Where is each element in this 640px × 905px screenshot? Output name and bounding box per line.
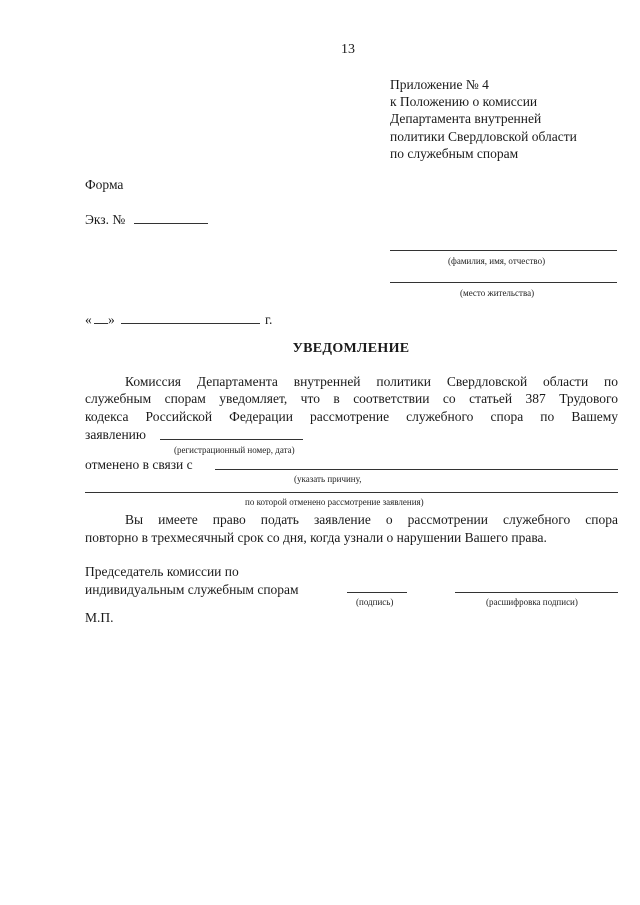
appendix-line: Департамента внутренней <box>390 111 542 126</box>
document-title: УВЕДОМЛЕНИЕ <box>292 341 410 356</box>
body-paragraph-line: повторно в трехмесячный срок со дня, когда узнали о нарушении Вашего права. <box>85 530 547 545</box>
date-year-suffix: г. <box>265 312 273 327</box>
application-caption: (регистрационный номер, дата) <box>174 445 295 455</box>
chair-title-line: Председатель комиссии по <box>85 564 239 579</box>
date-month-field[interactable] <box>121 323 260 324</box>
date-quote-open: « <box>85 312 92 327</box>
appendix-line: Приложение № 4 <box>390 77 489 92</box>
copy-number-field[interactable] <box>134 223 208 224</box>
appendix-line: политики Свердловской области <box>390 129 577 144</box>
signature-decode-field[interactable] <box>455 592 618 593</box>
reason-field-continued[interactable] <box>85 492 618 493</box>
body-paragraph-line: Вы имеете право подать заявление о рассмотрении служебного спора <box>125 512 618 527</box>
copy-label: Экз. № <box>85 212 126 227</box>
signature-caption: (подпись) <box>356 597 394 607</box>
recipient-address-caption: (место жительства) <box>460 288 535 298</box>
signature-field[interactable] <box>347 592 407 593</box>
reason-caption: (указать причину, <box>294 474 362 484</box>
recipient-address-field[interactable] <box>390 282 617 283</box>
application-label: заявлению <box>85 427 146 442</box>
chair-title-line: индивидуальным служебным спорам <box>85 582 299 597</box>
body-paragraph-line: кодекса Российской Федерации рассмотрение служебного спора по Вашему <box>85 409 618 424</box>
page-number: 13 <box>341 42 355 57</box>
reason-caption-continued: по которой отменено рассмотрение заявления) <box>245 497 424 507</box>
stamp-label: М.П. <box>85 610 114 625</box>
appendix-line: к Положению о комиссии <box>390 94 538 109</box>
recipient-name-caption: (фамилия, имя, отчество) <box>448 256 546 266</box>
body-paragraph-line: служебным спорам уведомляет, что в соответствии со статьей 387 Трудового <box>85 391 618 406</box>
application-number-field[interactable] <box>160 439 303 440</box>
date-quote-close: » <box>108 312 115 327</box>
cancelled-label: отменено в связи с <box>85 457 193 472</box>
date-day-field[interactable] <box>94 323 108 324</box>
recipient-name-field[interactable] <box>390 250 617 251</box>
body-paragraph-line: Комиссия Департамента внутренней политики Свердловской области по <box>125 374 618 389</box>
reason-field[interactable] <box>215 469 618 470</box>
form-label: Форма <box>85 177 124 192</box>
appendix-line: по служебным спорам <box>390 146 519 161</box>
signature-decode-caption: (расшифровка подписи) <box>486 597 578 607</box>
